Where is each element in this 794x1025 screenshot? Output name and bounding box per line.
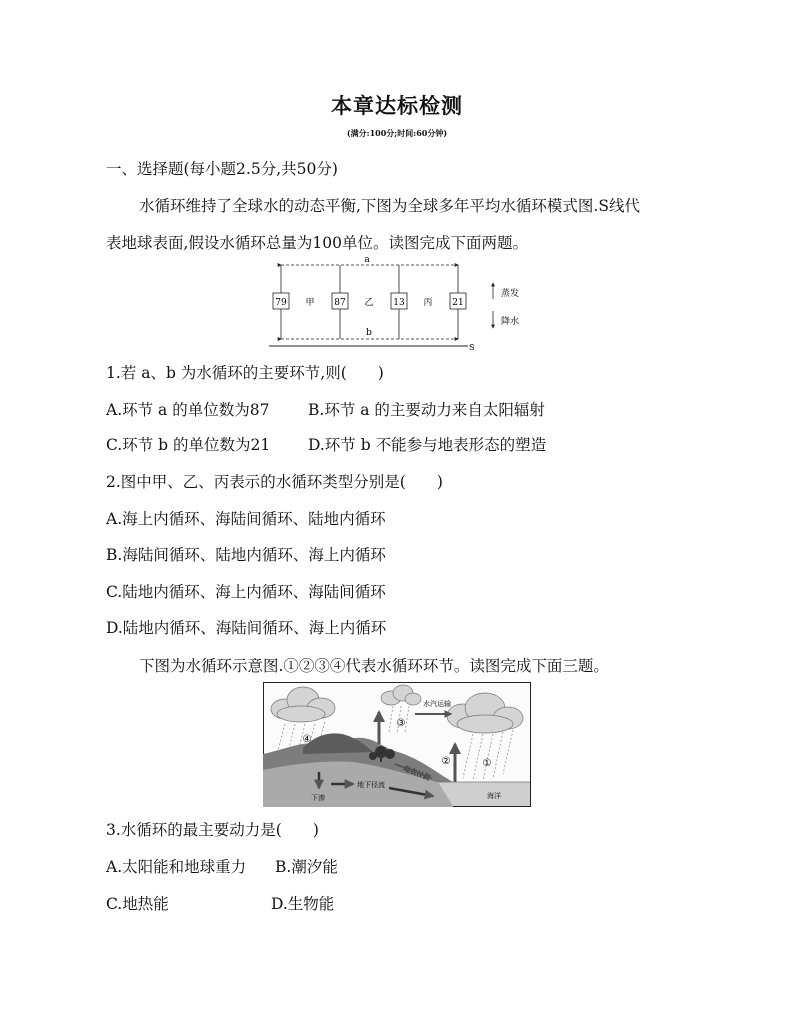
q3-stem: 3.水循环的最主要动力是( ) [106, 821, 319, 839]
q3-option-a: A.太阳能和地球重力 [106, 858, 247, 876]
region-yi: 乙 [364, 298, 374, 308]
label-n3: ③ [396, 718, 406, 729]
passage1-line1: 水循环维持了全球水的动态平衡,下图为全球多年平均水循环模式图.S线代 [139, 197, 640, 215]
q2-stem: 2.图中甲、乙、丙表示的水循环类型分别是( ) [106, 473, 443, 491]
box-value-2: 87 [334, 298, 346, 308]
legend-evaporation: 蒸发 [501, 289, 520, 299]
q3-option-d: D.生物能 [271, 895, 335, 913]
label-n1: ① [482, 758, 492, 769]
q3-option-c: C.地热能 [106, 895, 169, 913]
exam-info: (满分:100分;时间:60分钟) [346, 128, 448, 138]
label-n2: ② [441, 756, 451, 767]
label-ocean: 海洋 [487, 792, 501, 800]
passage2-line1: 下图为水循环示意图.①②③④代表水循环环节。读图完成下面三题。 [139, 657, 609, 675]
q1-option-a: A.环节 a 的单位数为87 [106, 401, 270, 419]
label-n4: ④ [302, 734, 312, 745]
label-vapor-transport: 水汽运输 [423, 700, 451, 708]
q1-option-d: D.环节 b 不能参与地表形态的塑造 [308, 436, 547, 454]
water-cycle-model-figure [265, 255, 530, 352]
label-ground-runoff: 地下径流 [357, 781, 385, 789]
box-value-4: 21 [452, 298, 464, 308]
label-a: a [364, 255, 370, 265]
label-infiltration: 下渗 [311, 794, 325, 802]
water-cycle-illustration [263, 682, 531, 807]
q2-option-c: C.陆地内循环、海上内循环、海陆间循环 [106, 583, 386, 601]
box-value-1: 79 [275, 298, 287, 308]
label-s: S [469, 343, 475, 352]
label-b: b [366, 328, 372, 338]
q2-option-b: B.海陆间循环、陆地内循环、海上内循环 [106, 546, 386, 564]
passage1-line2: 表地球表面,假设水循环总量为100单位。读图完成下面两题。 [106, 234, 529, 252]
region-jia: 甲 [305, 298, 315, 308]
page-title: 本章达标检测 [331, 94, 463, 118]
q2-option-d: D.陆地内循环、海陆间循环、海上内循环 [106, 619, 387, 637]
q3-option-b: B.潮汐能 [275, 858, 338, 876]
section-heading: 一、选择题(每小题2.5分,共50分) [106, 160, 338, 178]
q1-option-c: C.环节 b 的单位数为21 [106, 436, 271, 454]
region-bing: 丙 [423, 298, 433, 308]
legend-precipitation: 降水 [501, 317, 520, 327]
box-value-3: 13 [393, 298, 405, 308]
q1-option-b: B.环节 a 的主要动力来自太阳辐射 [308, 401, 545, 419]
q1-stem: 1.若 a、b 为水循环的主要环节,则( ) [106, 364, 384, 382]
q2-option-a: A.海上内循环、海陆间循环、陆地内循环 [106, 510, 386, 528]
